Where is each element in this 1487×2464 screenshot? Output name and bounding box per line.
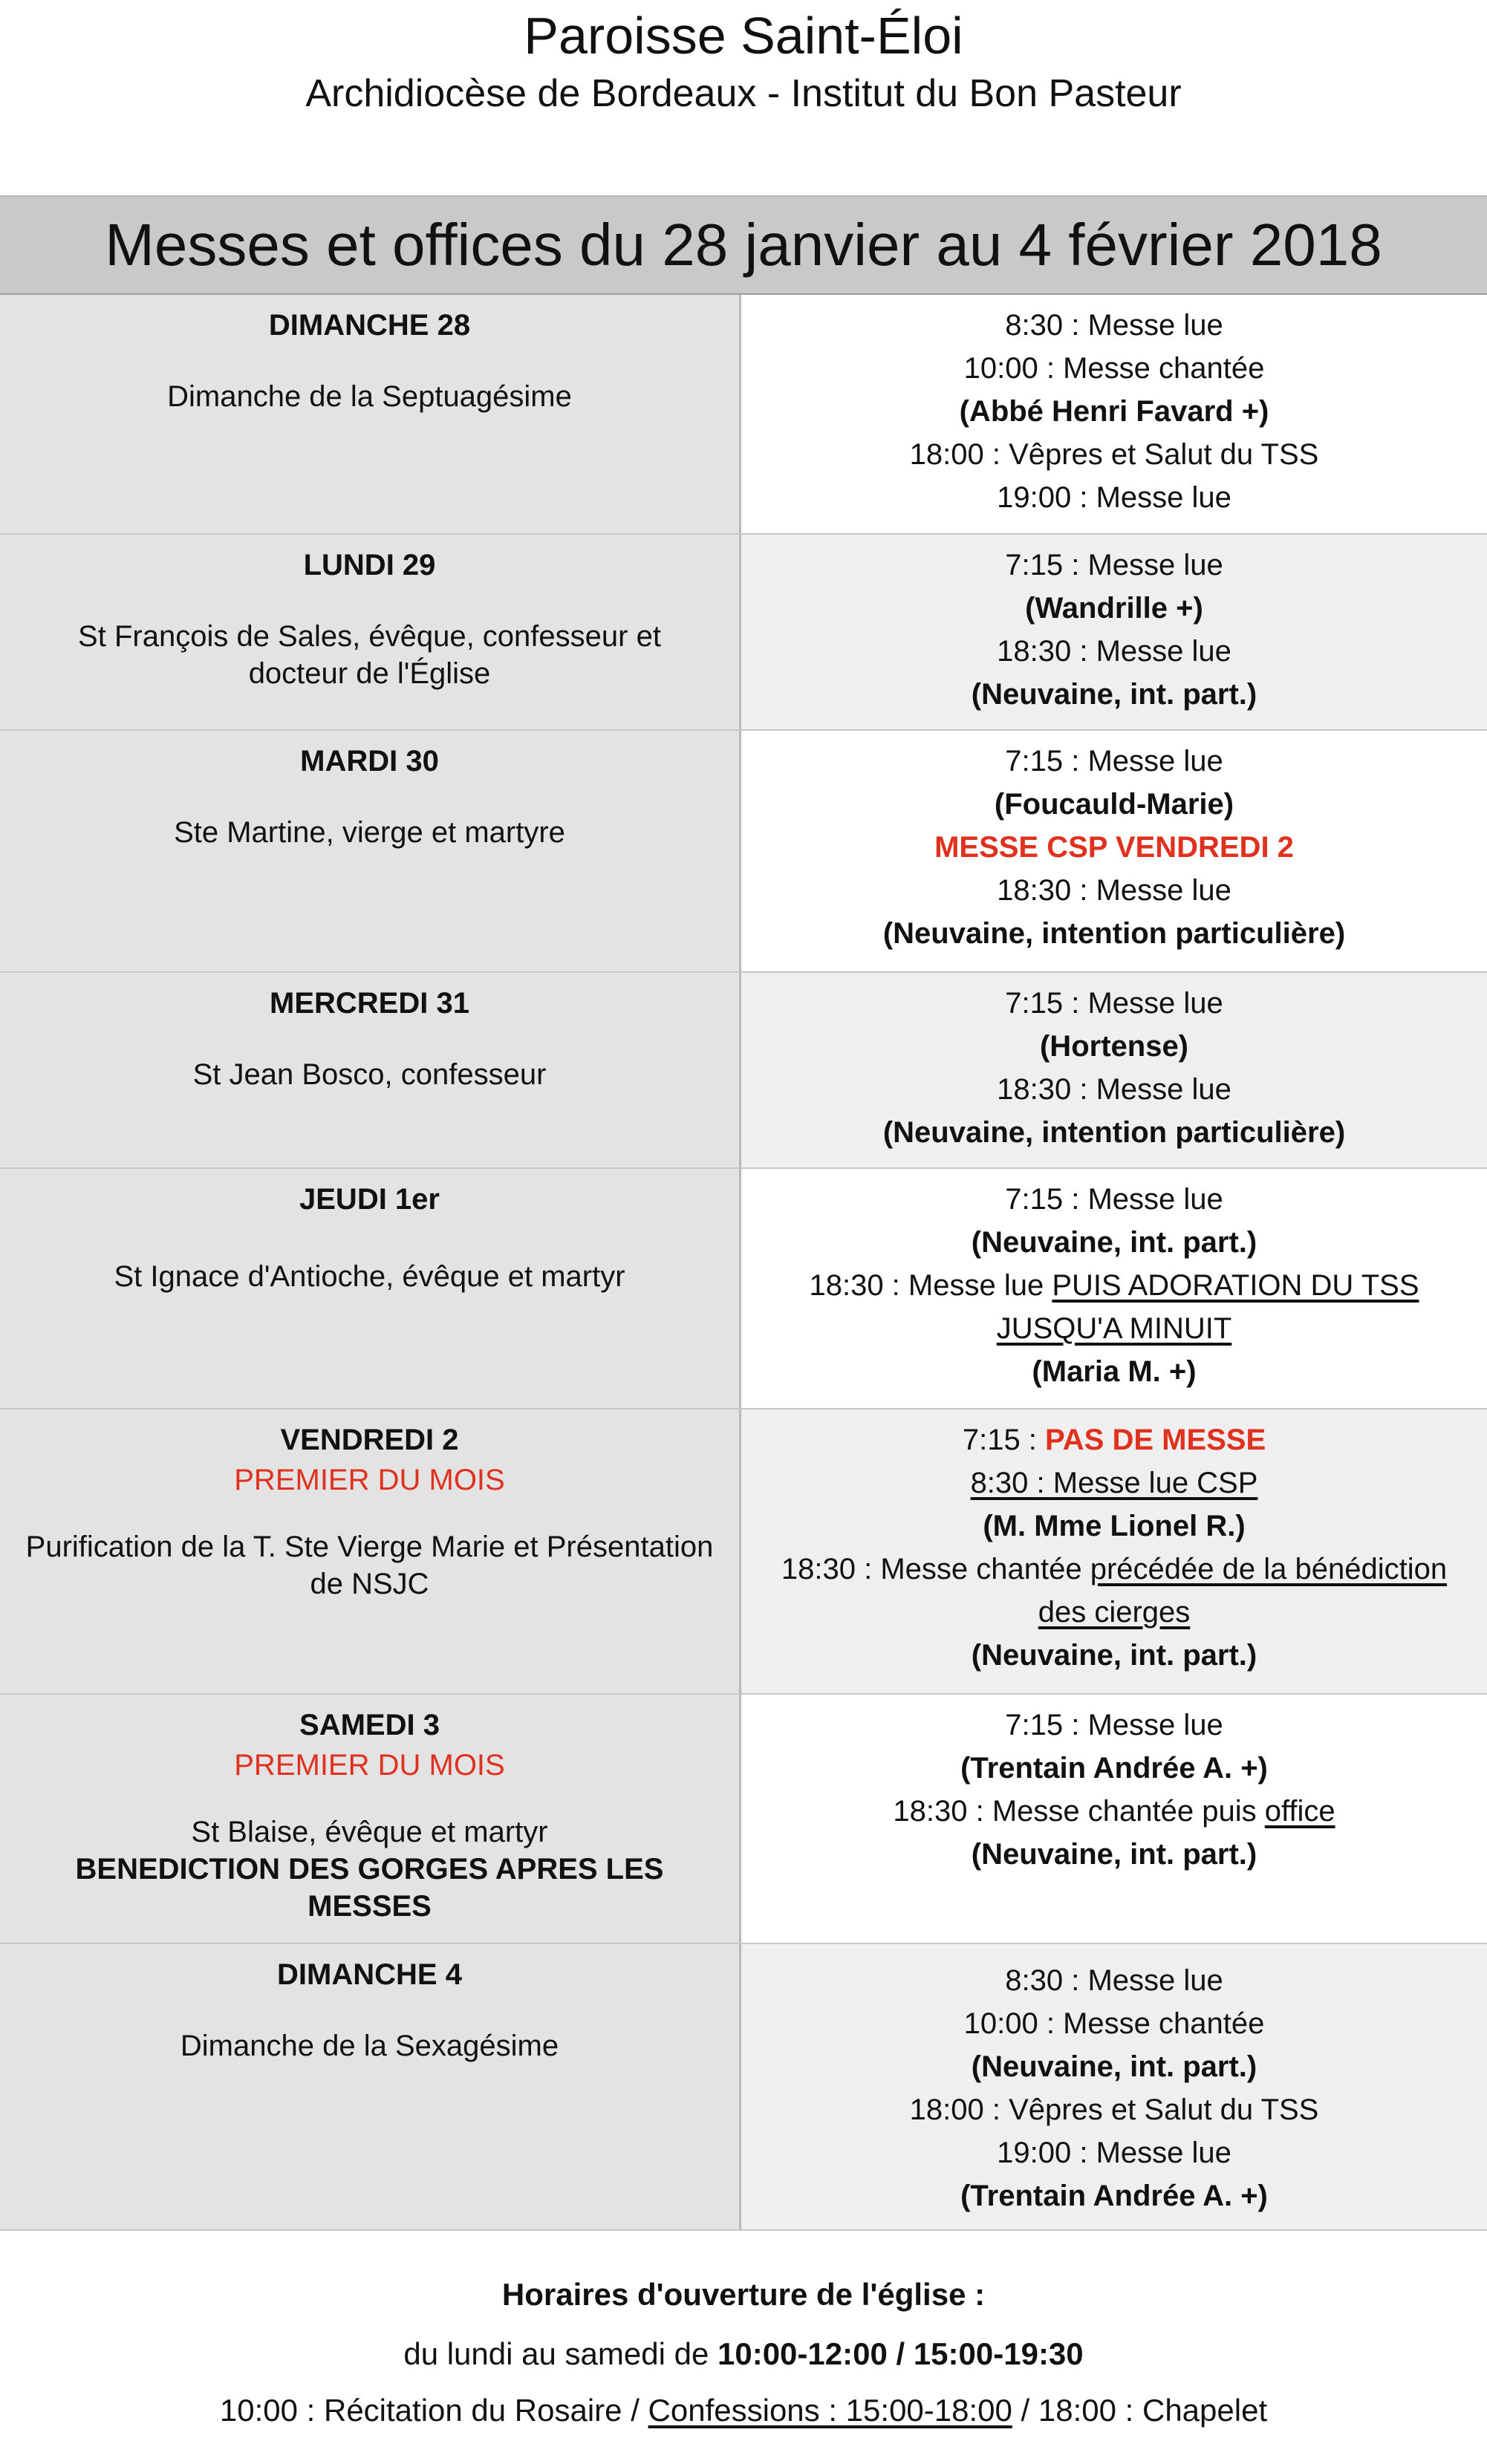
day-name: DIMANCHE 28: [268, 309, 471, 342]
day-name: MARDI 30: [300, 745, 439, 778]
mass-cell: [741, 535, 1487, 729]
mass-alert: MESSE CSP VENDREDI 2: [934, 831, 1294, 864]
liturgical-day: Ste Martine, vierge et martyre: [174, 816, 565, 849]
day-name: MERCREDI 31: [270, 987, 469, 1020]
mass-line: 19:00 : Messe lue: [997, 481, 1231, 514]
day-name: SAMEDI 3: [299, 1709, 440, 1741]
chapelet-text: / 18:00 : Chapelet: [1021, 2393, 1268, 2428]
mass-line: 18:30 : Messe lue: [997, 1073, 1231, 1106]
liturgical-day: St Blaise, évêque et martyr: [191, 1816, 548, 1848]
mass-alert: PAS DE MESSE: [1045, 1424, 1266, 1456]
mass-intention: (Abbé Henri Favard +): [959, 395, 1269, 428]
opening-hours-value: 10:00-12:00 / 15:00-19:30: [717, 2336, 1084, 2371]
mass-line-group: [755, 1418, 1474, 1461]
mass-intention: (Neuvaine, intention particulière): [882, 917, 1346, 950]
opening-hours-title: Horaires d'ouverture de l'église :: [501, 2277, 986, 2312]
table-row: [0, 295, 1487, 535]
mass-line: 10:00 : Messe chantée: [963, 2007, 1265, 2040]
day-name: JEUDI 1er: [299, 1183, 440, 1216]
mass-line: 18:30 : Messe chantée: [781, 1553, 1082, 1585]
mass-line: 18:30 : Messe lue: [997, 635, 1231, 668]
mass-line-group: [755, 1548, 1474, 1634]
schedule-table: [0, 195, 1487, 2231]
mass-intention: (Neuvaine, int. part.): [971, 2050, 1257, 2083]
mass-line: 18:00 : Vêpres et Salut du TSS: [909, 438, 1319, 471]
mass-cell: [741, 1695, 1487, 1943]
mass-cell: [741, 1944, 1487, 2229]
mass-intention: (Trentain Andrée A. +): [960, 1752, 1268, 1785]
opening-days-text: du lundi au samedi de: [403, 2336, 709, 2371]
first-of-month-note: PREMIER DU MOIS: [234, 1464, 505, 1496]
mass-line: 7:15 : Messe lue: [1005, 549, 1223, 581]
schedule-banner: Messes et offices du 28 janvier au 4 février 2018: [0, 195, 1487, 295]
parish-name: Paroisse Saint-Éloi: [524, 7, 963, 65]
mass-intention: (Hortense): [1039, 1030, 1189, 1063]
mass-line: 18:30 : Messe chantée puis: [893, 1795, 1257, 1828]
mass-line: 18:30 : Messe lue: [809, 1269, 1044, 1302]
page-header: [0, 0, 1487, 117]
day-name: VENDREDI 2: [280, 1424, 459, 1456]
day-cell: [0, 535, 741, 729]
day-cell: [0, 731, 741, 971]
confessions-text: Confessions : 15:00-18:00: [648, 2393, 1012, 2428]
mass-intention: (Neuvaine, int. part.): [971, 1639, 1257, 1672]
mass-line-group: [755, 1790, 1474, 1833]
mass-line-group: [755, 1264, 1474, 1350]
blessing-note: précédée de la bénédiction des cierges: [1038, 1553, 1448, 1629]
day-name: DIMANCHE 4: [277, 1958, 462, 1991]
day-cell: [0, 1944, 741, 2229]
mass-intention: (Maria M. +): [1032, 1355, 1197, 1388]
mass-line: 18:30 : Messe lue: [997, 874, 1231, 907]
table-row: [0, 973, 1487, 1169]
mass-cell: [741, 973, 1487, 1167]
mass-line: 7:15 : Messe lue: [1005, 1709, 1223, 1741]
table-row: [0, 535, 1487, 731]
liturgical-day: St Jean Bosco, confesseur: [192, 1058, 547, 1091]
mass-intention: (M. Mme Lionel R.): [983, 1510, 1246, 1542]
mass-line: 8:30 : Messe lue CSP: [970, 1467, 1258, 1499]
liturgical-day: Purification de la T. Ste Vierge Marie et Présentation de NSJC: [25, 1531, 714, 1600]
day-name: LUNDI 29: [303, 549, 436, 581]
parish-subtitle: Archidiocèse de Bordeaux - Institut du Bon Pasteur: [305, 72, 1182, 115]
devotions-line: [0, 2388, 1487, 2433]
mass-intention: (Neuvaine, intention particulière): [882, 1116, 1346, 1149]
adoration-note: PUIS ADORATION DU TSS JUSQU'A MINUIT: [996, 1269, 1419, 1345]
first-of-month-note: PREMIER DU MOIS: [234, 1749, 505, 1782]
liturgical-day: St Ignace d'Antioche, évêque et martyr: [114, 1260, 625, 1293]
table-row: [0, 1169, 1487, 1409]
liturgical-day: Dimanche de la Septuagésime: [167, 380, 572, 413]
mass-intention: (Neuvaine, int. part.): [971, 1838, 1257, 1871]
mass-intention: (Neuvaine, int. part.): [971, 678, 1257, 711]
mass-cell: [741, 1409, 1487, 1693]
mass-cell: [741, 731, 1487, 971]
mass-line: 19:00 : Messe lue: [997, 2137, 1231, 2169]
mass-line: 10:00 : Messe chantée: [963, 352, 1265, 385]
mass-cell: [741, 295, 1487, 533]
mass-intention: (Neuvaine, int. part.): [971, 1226, 1257, 1259]
day-cell: [0, 1695, 741, 1943]
liturgical-day: Dimanche de la Sexagésime: [180, 2030, 559, 2062]
mass-line: 7:15 : Messe lue: [1005, 1183, 1223, 1216]
mass-line: 7:15 : Messe lue: [1005, 745, 1223, 778]
day-cell: [0, 1409, 741, 1693]
mass-line: 7:15 : Messe lue: [1005, 987, 1223, 1020]
day-cell: [0, 295, 741, 533]
day-cell: [0, 973, 741, 1167]
rosary-text: 10:00 : Récitation du Rosaire /: [219, 2393, 640, 2428]
liturgical-day: St François de Sales, évêque, confesseur et docteur de l'Église: [78, 620, 661, 690]
opening-hours-line: [0, 2332, 1487, 2376]
mass-intention: (Wandrille +): [1025, 592, 1203, 625]
mass-intention: (Trentain Andrée A. +): [960, 2180, 1268, 2212]
mass-line: 8:30 : Messe lue: [1005, 1964, 1223, 1997]
mass-line: 8:30 : Messe lue: [1005, 309, 1223, 342]
blessing-announcement: BENEDICTION DES GORGES APRES LES MESSES: [75, 1853, 664, 1923]
mass-intention: (Foucauld-Marie): [994, 788, 1234, 821]
table-row: [0, 1944, 1487, 2231]
mass-line: 7:15 :: [962, 1424, 1037, 1456]
day-cell: [0, 1169, 741, 1408]
office-note: office: [1264, 1795, 1335, 1828]
mass-cell: [741, 1169, 1487, 1408]
table-row: [0, 731, 1487, 973]
table-row: [0, 1409, 1487, 1695]
table-row: [0, 1695, 1487, 1944]
church-opening-hours: [0, 2272, 1487, 2433]
mass-line: 18:00 : Vêpres et Salut du TSS: [909, 2093, 1319, 2126]
